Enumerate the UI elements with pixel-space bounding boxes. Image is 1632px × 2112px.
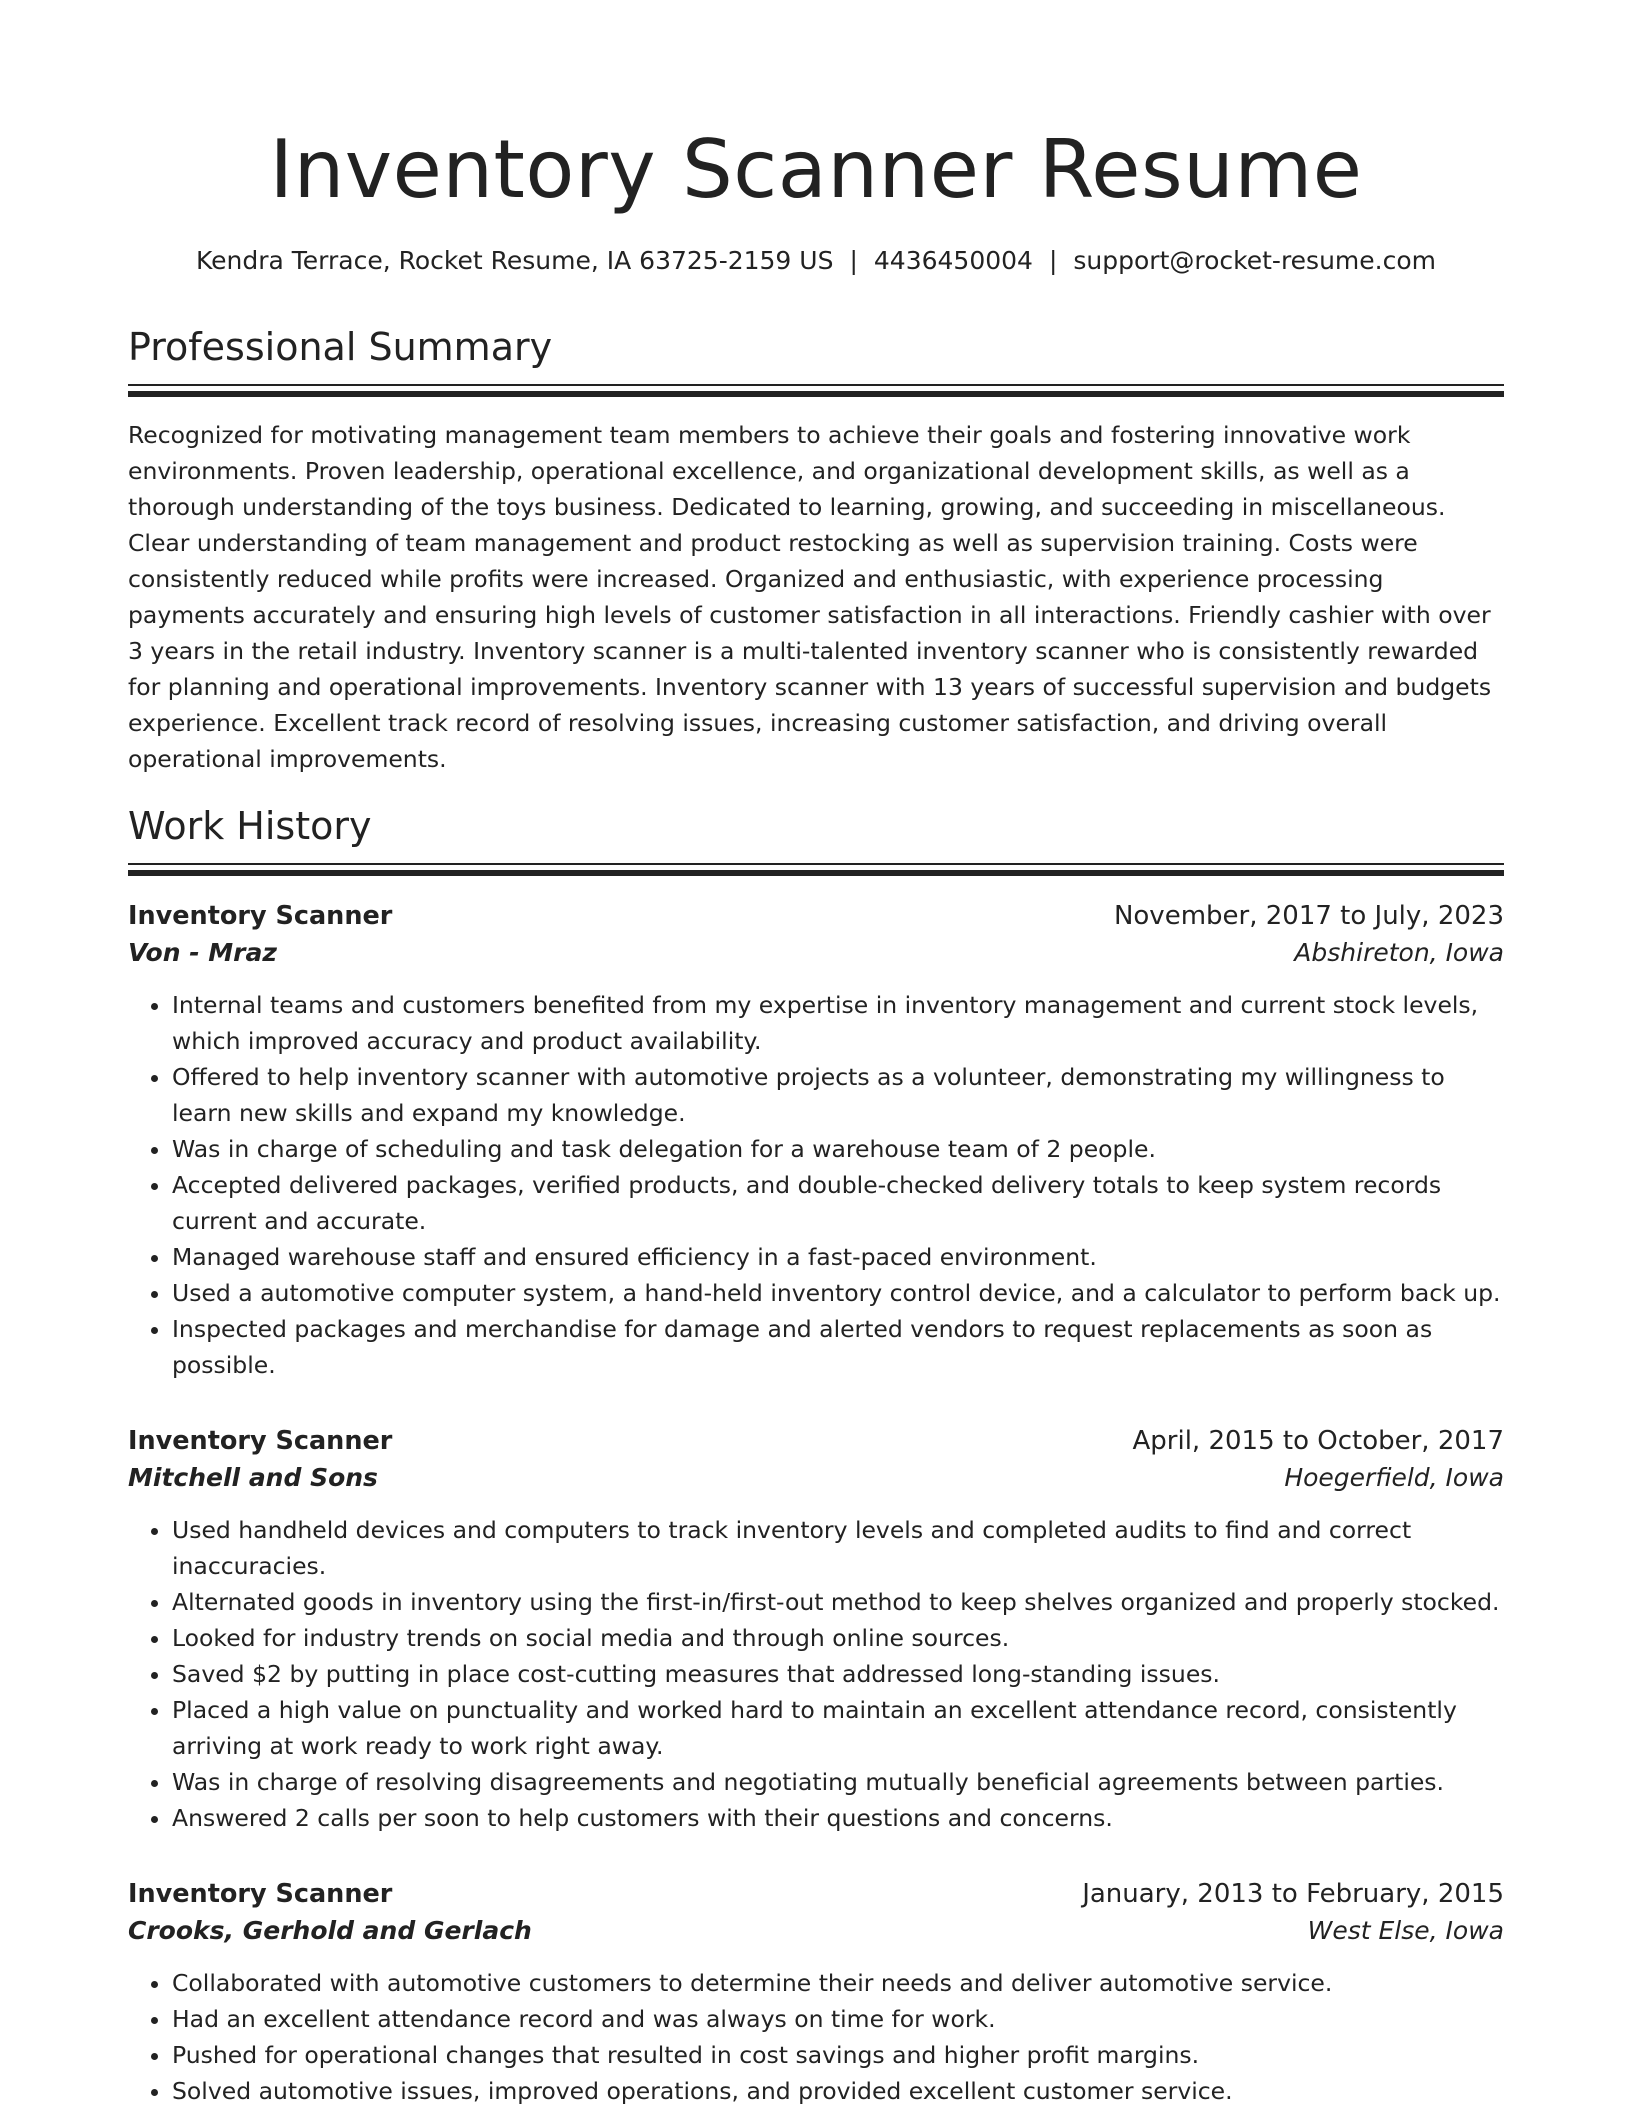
section-divider — [128, 384, 1504, 397]
job-bullet: • Inspected packages and merchandise for damage and alerted vendors to request replacements as soon as possible. — [172, 1311, 1504, 1383]
job-bullet: • Was in charge of scheduling and task delegation for a warehouse team of 2 people. — [172, 1131, 1504, 1167]
job-company-row — [128, 1459, 1504, 1497]
job-entry — [128, 1876, 1504, 2109]
job-bullet: • Looked for industry trends on social media and through online sources. — [172, 1620, 1504, 1656]
contact-separator: | — [1048, 246, 1058, 275]
job-entry — [128, 898, 1504, 1383]
contact-phone: 4436450004 — [873, 246, 1033, 275]
job-bullet-list — [128, 987, 1504, 1383]
job-bullet: • Placed a high value on punctuality and worked hard to maintain an excellent attendance record, consistently arriving at work ready to work right away. — [172, 1692, 1504, 1764]
job-bullet: • Used handheld devices and computers to track inventory levels and completed audits to find and correct inaccuracies. — [172, 1512, 1504, 1584]
job-bullet: • Alternated goods in inventory using the first-in/first-out method to keep shelves organized and properly stocked. — [172, 1584, 1504, 1620]
job-company: Crooks, Gerhold and Gerlach — [128, 1916, 532, 1945]
job-header-row — [128, 1423, 1504, 1459]
job-bullet: • Accepted delivered packages, verified products, and double-checked delivery totals to keep system records current and accurate. — [172, 1167, 1504, 1239]
resume-title: Inventory Scanner Resume — [269, 123, 1363, 216]
professional-summary-heading: Professional Summary — [128, 325, 553, 369]
contact-address: Kendra Terrace, Rocket Resume, IA 63725-2159 US — [195, 246, 834, 275]
contact-email: support@rocket-resume.com — [1073, 246, 1437, 275]
job-company: Mitchell and Sons — [128, 1463, 378, 1492]
job-title: Inventory Scanner — [128, 1879, 393, 1909]
job-bullet: • Used a automotive computer system, a hand-held inventory control device, and a calculator to perform back up. — [172, 1275, 1504, 1311]
job-bullet: • Offered to help inventory scanner with automotive projects as a volunteer, demonstrating my willingness to learn new skills and expand my knowledge. — [172, 1059, 1504, 1131]
job-bullet: • Managed warehouse staff and ensured efficiency in a fast-paced environment. — [172, 1239, 1504, 1275]
job-location: West Else, Iowa — [1307, 1916, 1504, 1945]
job-bullet: • Answered 2 calls per soon to help customers with their questions and concerns. — [172, 1800, 1504, 1836]
job-location: Hoegerfield, Iowa — [1284, 1463, 1504, 1492]
job-title: Inventory Scanner — [128, 901, 393, 931]
job-company-row — [128, 934, 1504, 972]
job-dates: April, 2015 to October, 2017 — [1132, 1426, 1504, 1456]
contact-separator: | — [849, 246, 858, 275]
job-location: Abshireton, Iowa — [1294, 938, 1504, 967]
job-bullet-list — [128, 1965, 1504, 2109]
job-bullet: • Collaborated with automotive customers to determine their needs and deliver automotive service. — [172, 1965, 1504, 2001]
job-dates: November, 2017 to July, 2023 — [1113, 901, 1504, 931]
job-title: Inventory Scanner — [128, 1426, 393, 1456]
job-company: Von - Mraz — [128, 938, 277, 967]
job-header-row — [128, 1876, 1504, 1912]
job-dates: January, 2013 to February, 2015 — [1082, 1879, 1504, 1909]
professional-summary-text: Recognized for motivating management team members to achieve their goals and fostering innovative work environments. Proven leadership, operational excellence, and organizational development skills, as well as a thorough understanding of the toys business. Dedicated to learning, growing, and succeeding in miscellaneous. Clear understanding of team management and product restocking as well as supervision training. Costs were consistently reduced while profits were increased. Organized and enthusiastic, with experience processing payments accurately and ensuring high levels of customer satisfaction in all interactions. Friendly cashier with over 3 years in the retail industry. Inventory scanner is a multi-talented inventory scanner who is consistently rewarded for planning and operational improvements. Inventory scanner with 13 years of successful supervision and budgets experience. Excellent track record of resolving issues, increasing customer satisfaction, and driving overall operational improvements. — [128, 421, 1492, 773]
work-history-heading: Work History — [128, 804, 372, 848]
job-header-row — [128, 898, 1504, 934]
job-bullet: • Solved automotive issues, improved operations, and provided excellent customer service. — [172, 2073, 1504, 2109]
job-bullet-list — [128, 1512, 1504, 1836]
job-bullet: • Had an excellent attendance record and was always on time for work. — [172, 2001, 1504, 2037]
job-bullet: • Saved $2 by putting in place cost-cutting measures that addressed long-standing issues. — [172, 1656, 1504, 1692]
job-bullet: • Internal teams and customers benefited from my expertise in inventory management and current stock levels, which improved accuracy and product availability. — [172, 987, 1504, 1059]
job-bullet: • Was in charge of resolving disagreements and negotiating mutually beneficial agreements between parties. — [172, 1764, 1504, 1800]
section-divider — [128, 863, 1504, 876]
contact-line — [128, 244, 1504, 278]
job-company-row — [128, 1912, 1504, 1950]
job-entry — [128, 1423, 1504, 1836]
job-bullet: • Pushed for operational changes that resulted in cost savings and higher profit margins. — [172, 2037, 1504, 2073]
